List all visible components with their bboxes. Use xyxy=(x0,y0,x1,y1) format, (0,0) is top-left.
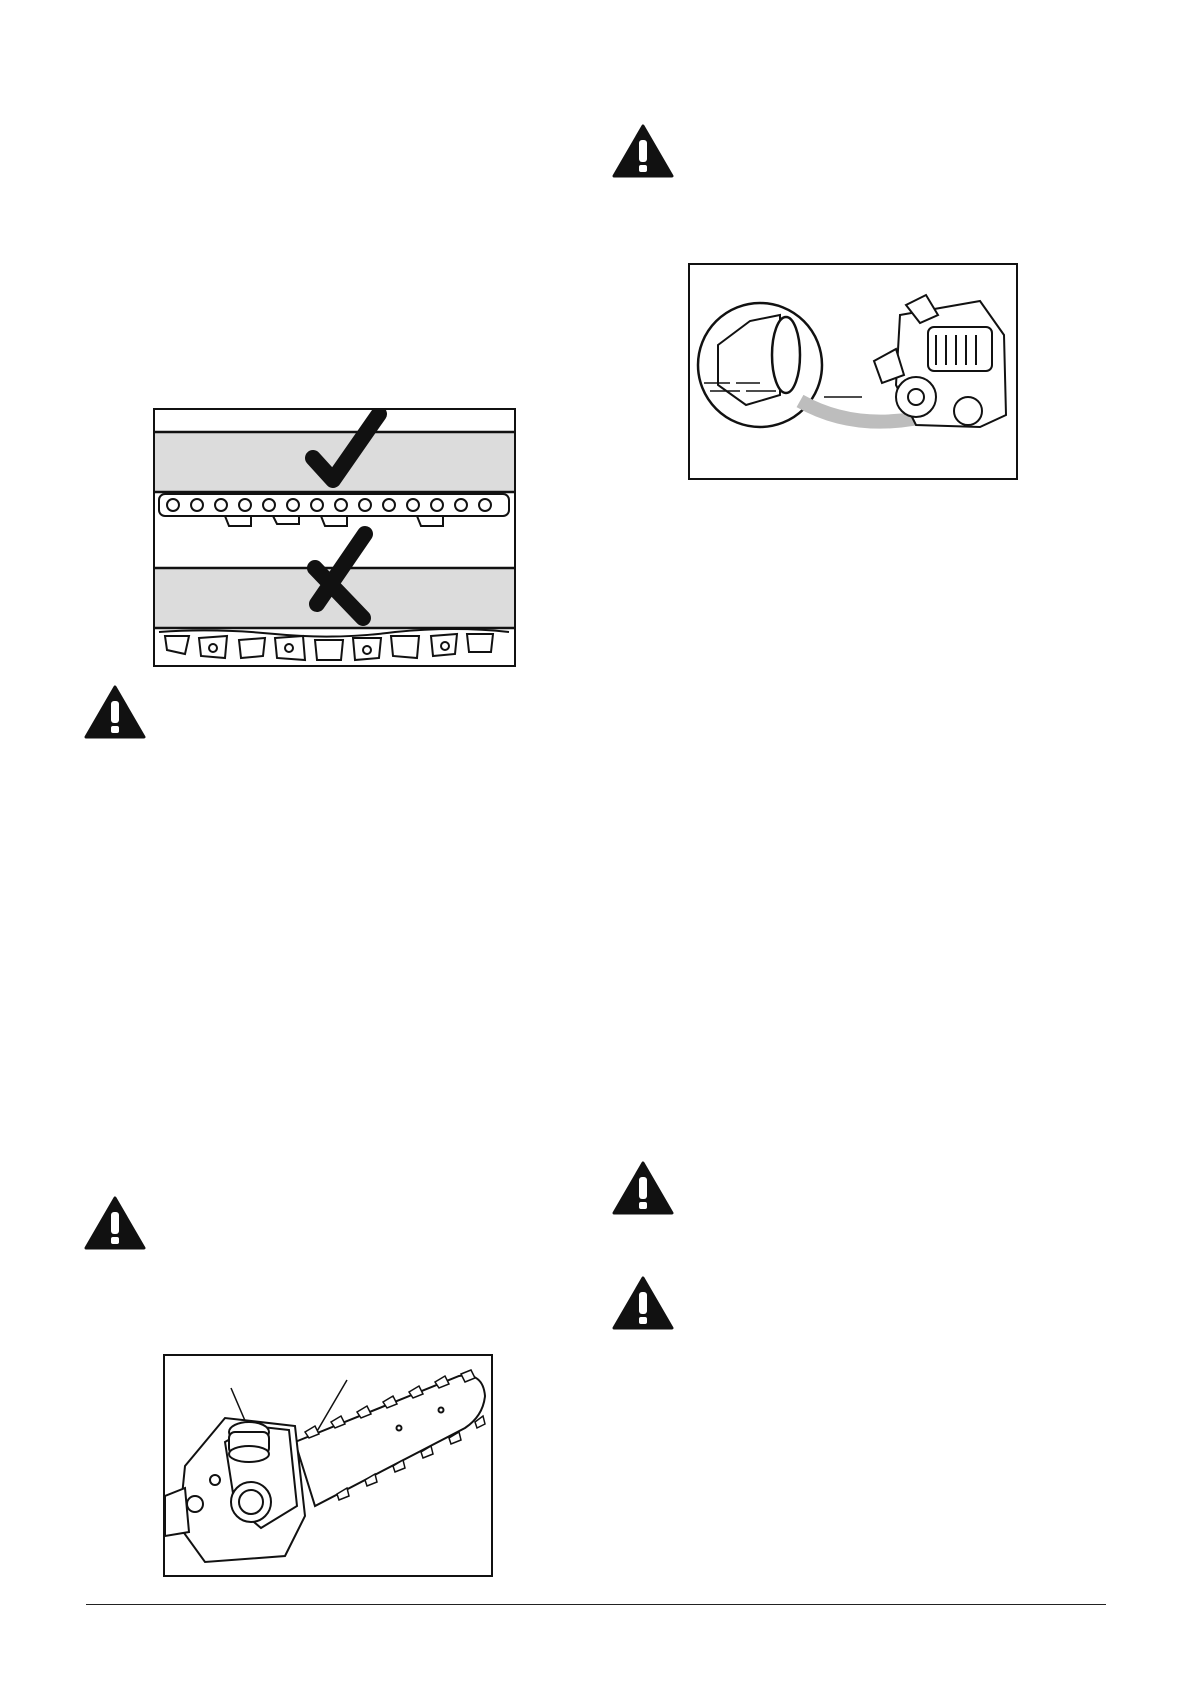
warning-triangle-icon xyxy=(84,685,146,739)
warning-triangle-icon xyxy=(612,1276,674,1330)
engine-fuel-tank-illustration xyxy=(690,265,1016,478)
chain-tension-figure xyxy=(153,408,516,667)
warning-triangle-icon xyxy=(612,1161,674,1215)
tight-chain xyxy=(159,494,509,526)
oil-tank-figure xyxy=(163,1354,493,1577)
footer-divider xyxy=(86,1604,1106,1605)
warning-triangle-icon xyxy=(612,124,674,178)
fuel-level-figure xyxy=(688,263,1018,480)
chainsaw-oil-tank-illustration xyxy=(165,1356,491,1575)
warning-triangle-icon xyxy=(84,1196,146,1250)
chain-tension-illustration xyxy=(155,410,514,665)
loose-chain xyxy=(159,629,509,660)
